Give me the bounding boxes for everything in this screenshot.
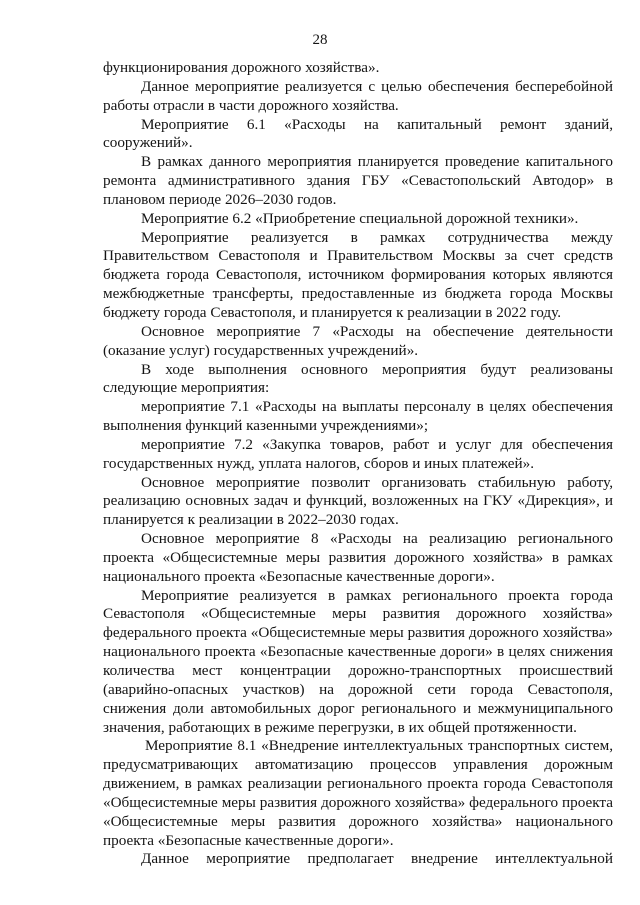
paragraph-2: Данное мероприятие реализуется с целью обеспечения бесперебойной работы отрасли в части дорожного хозяйства. xyxy=(103,77,613,114)
paragraph-13: Мероприятие реализуется в рамках регионального проекта города Севастополя «Общесистемные меры развития дорожного хозяйства» федерального проекта «Общесистемные меры развития дорожного хозяйства» национального проекта «Безопасные качественные дороги» в целях снижения количества мест концентрации дорожно-транспортных происшествий (аварийно-опасных участков) на дорожной сети города Севастополя, снижения доли автомобильных дорог регионального и межмуниципального значения, работающих в режиме перегрузки, в их общей протяженности. xyxy=(103,586,613,736)
paragraph-8: В ходе выполнения основного мероприятия будут реализованы следующие мероприятия: xyxy=(103,360,613,397)
paragraph-1: функционирования дорожного хозяйства». xyxy=(103,59,380,76)
paragraph-12: Основное мероприятие 8 «Расходы на реализацию регионального проекта «Общесистемные меры развития дорожного хозяйства» в рамках национального проекта «Безопасные качественные дороги». xyxy=(103,530,613,585)
paragraph-9: мероприятие 7.1 «Расходы на выплаты персоналу в целях обеспечения выполнения функций казенными учреждениями»; xyxy=(103,398,613,435)
paragraph-11: Основное мероприятие позволит организовать стабильную работу, реализацию основных задач и функций, возложенных на ГКУ «Дирекция», и планируется к реализации в 2022–2030 годах. xyxy=(103,473,613,529)
paragraph-5: Мероприятие 6.2 «Приобретение специальной дорожной техники». xyxy=(141,209,579,227)
paragraph-3: Мероприятие 6.1 «Расходы на капитальный ремонт зданий, сооружений». xyxy=(103,115,613,152)
paragraph-4: В рамках данного мероприятия планируется проведение капитального ремонта административного здания ГБУ «Севастопольский Автодор» в плановом периоде 2026–2030 годов. xyxy=(103,153,613,208)
paragraph-10: мероприятие 7.2 «Закупка товаров, работ и услуг для обеспечения государственных нужд, уплата налогов, сборов и иных платежей». xyxy=(103,435,613,472)
paragraph-6: Мероприятие реализуется в рамках сотрудничества между Правительством Севастополя и Правительством Москвы за счет средств бюджета города Севастополя, источником формирования которых являются межбюджетные трансферты, предоставленные из бюджета города Москвы бюджету города Севастополя, и планируется к реализации в 2022 году. xyxy=(103,228,613,321)
paragraph-7: Основное мероприятие 7 «Расходы на обеспечение деятельности (оказание услуг) государственных учреждений». xyxy=(103,322,613,359)
page-number: 28 xyxy=(312,32,328,48)
paragraph-14: Мероприятие 8.1 «Внедрение интеллектуальных транспортных систем, предусматривающих автоматизацию процессов управления дорожным движением, в рамках реализации регионального проекта города Севастополя «Общесистемные меры развития дорожного хозяйства» федерального проекта «Общесистемные меры развития дорожного хозяйства» национального проекта «Безопасные качественные дороги». xyxy=(103,737,613,849)
document-body xyxy=(103,59,613,869)
paragraph-15: Данное мероприятие предполагает внедрение интеллектуальной xyxy=(141,850,613,868)
